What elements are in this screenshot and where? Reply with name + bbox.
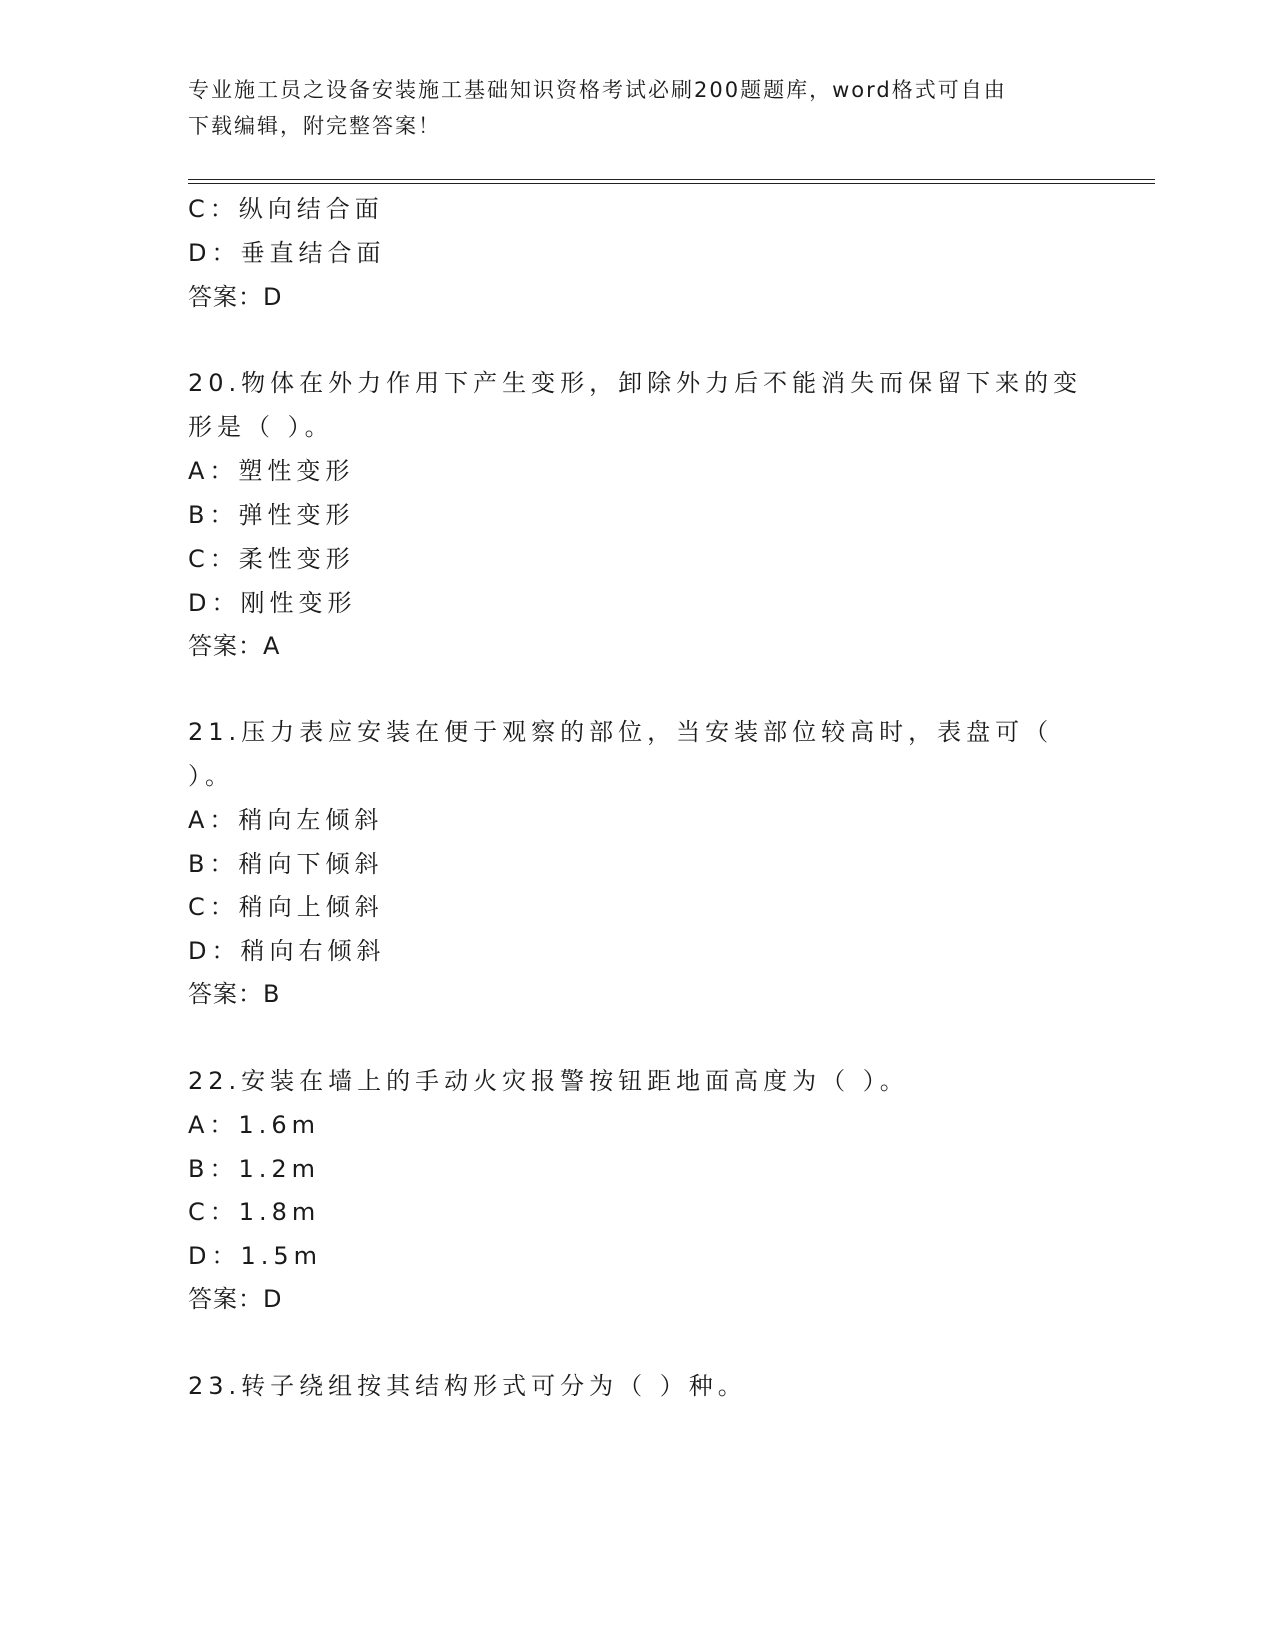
q21-option-d: D：稍向右倾斜	[188, 937, 386, 965]
q21-option-b: B：稍向下倾斜	[188, 850, 384, 878]
q20-option-a: A：塑性变形	[188, 457, 355, 485]
q22-option-b: B：1.2m	[188, 1155, 321, 1183]
q21-stem-line-2: ）。	[188, 762, 234, 790]
q20-option-c: C：柔性变形	[188, 545, 355, 573]
q22-stem-line-1: 22.安装在墙上的手动火灾报警按钮距地面高度为（ ）。	[188, 1067, 909, 1095]
q22-option-a: A：1.6m	[188, 1111, 320, 1139]
header-title-line-1: 专业施工员之设备安装施工基础知识资格考试必刷200题题库，word格式可自由	[188, 78, 1007, 102]
q22-option-d: D：1.5m	[188, 1242, 323, 1270]
q23-stem-line-1: 23.转子绕组按其结构形式可分为（ ）种。	[188, 1372, 747, 1400]
q22-option-c: C：1.8m	[188, 1198, 321, 1226]
header-title-line-2: 下载编辑，附完整答案！	[188, 114, 441, 138]
q21-answer: 答案：B	[188, 980, 281, 1008]
q22-answer: 答案：D	[188, 1285, 283, 1313]
q20-stem-line-2: 形是（ ）。	[188, 413, 334, 441]
header-divider-bottom	[188, 183, 1155, 184]
q21-stem-line-1: 21.压力表应安装在便于观察的部位，当安装部位较高时，表盘可（	[188, 718, 1054, 746]
q19-option-c: C：纵向结合面	[188, 195, 384, 223]
q21-option-a: A：稍向左倾斜	[188, 806, 384, 834]
q20-option-b: B：弹性变形	[188, 501, 355, 529]
q20-option-d: D：刚性变形	[188, 589, 357, 617]
q20-stem-line-1: 20.物体在外力作用下产生变形，卸除外力后不能消失而保留下来的变	[188, 369, 1083, 397]
q19-option-d: D：垂直结合面	[188, 239, 386, 267]
document-header	[188, 72, 1088, 144]
q20-answer: 答案：A	[188, 632, 281, 660]
q21-option-c: C：稍向上倾斜	[188, 893, 384, 921]
q19-answer: 答案：D	[188, 283, 283, 311]
header-divider-top	[188, 179, 1155, 180]
